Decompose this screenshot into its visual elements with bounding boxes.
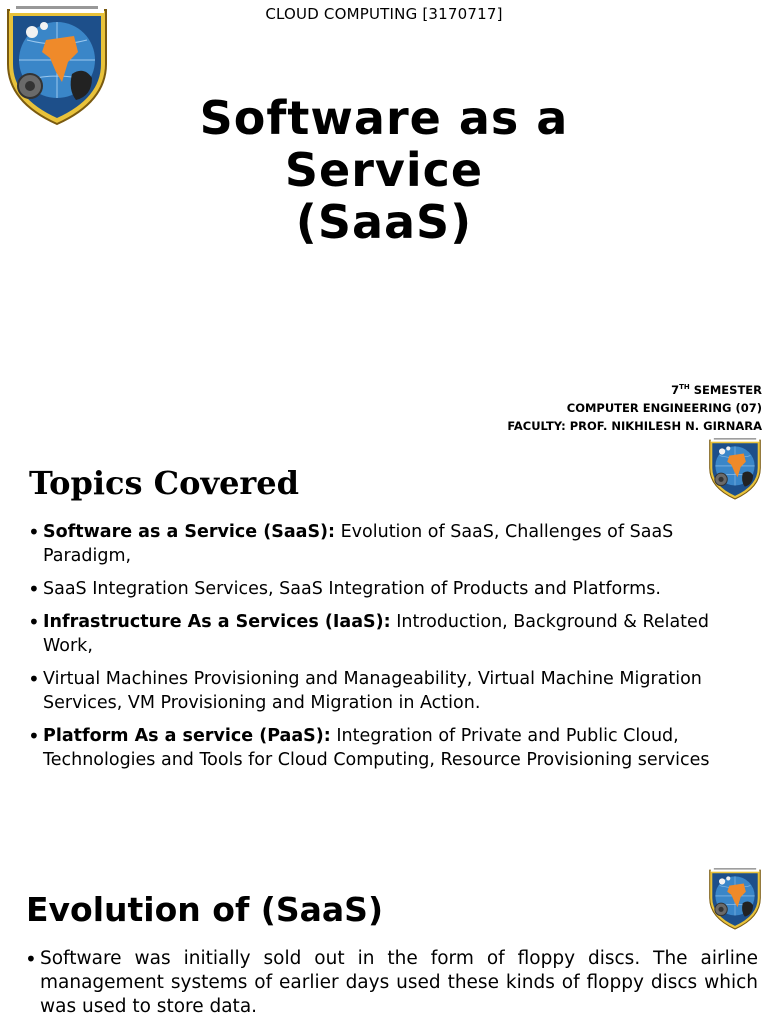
topic-text: Virtual Machines Provisioning and Manageability, Virtual Machine Migration Services, VM Provisioning and Migration in Action. [43,669,702,713]
faculty-line: FACULTY: PROF. NIKHILESH N. GIRNARA [507,418,762,433]
topic-text: Integration of Private and Public Cloud, Technologies and Tools for Cloud Computing, Resource Provisioning services [43,726,710,770]
slide-title [0,92,768,248]
topic-item [30,667,750,715]
topic-bold: Platform As a service (PaaS): [43,726,331,746]
title-slide [0,0,768,440]
title-line-2: Service [284,143,484,197]
semester-suffix: TH [679,383,690,391]
topic-item [30,577,750,601]
topics-list [30,520,750,781]
topic-item [30,520,750,568]
semester-line [507,378,762,399]
college-emblem-logo [704,436,766,500]
topic-item [30,610,750,658]
topics-title: Topics Covered [29,464,300,502]
topic-bold: Infrastructure As a Services (IaaS): [43,612,391,632]
college-emblem-logo [704,866,766,930]
title-line-1: Software as a [199,91,569,145]
topic-text: SaaS Integration Services, SaaS Integration of Products and Platforms. [43,579,661,599]
title-line-3: (SaaS) [295,195,473,249]
evolution-title: Evolution of (SaaS) [26,890,384,929]
semester-number: 7 [671,382,680,397]
topics-slide [0,448,768,848]
evolution-bullet: • Software was initially sold out in the form of floppy discs. The airline management systems of earlier days used these kinds of floppy discs which was used to store data. [25,947,758,1019]
evolution-slide [0,860,768,1024]
topic-text: Evolution of SaaS, Challenges of SaaS Paradigm, [43,522,674,566]
semester-text: SEMESTER [689,382,762,397]
topic-item [30,724,750,772]
topic-text: Introduction, Background & Related Work, [43,612,709,656]
department-line: COMPUTER ENGINEERING (07) [566,400,762,415]
topic-bold: Software as a Service (SaaS): [43,522,336,542]
course-details [507,378,762,435]
course-code: CLOUD COMPUTING [3170717] [265,5,503,23]
